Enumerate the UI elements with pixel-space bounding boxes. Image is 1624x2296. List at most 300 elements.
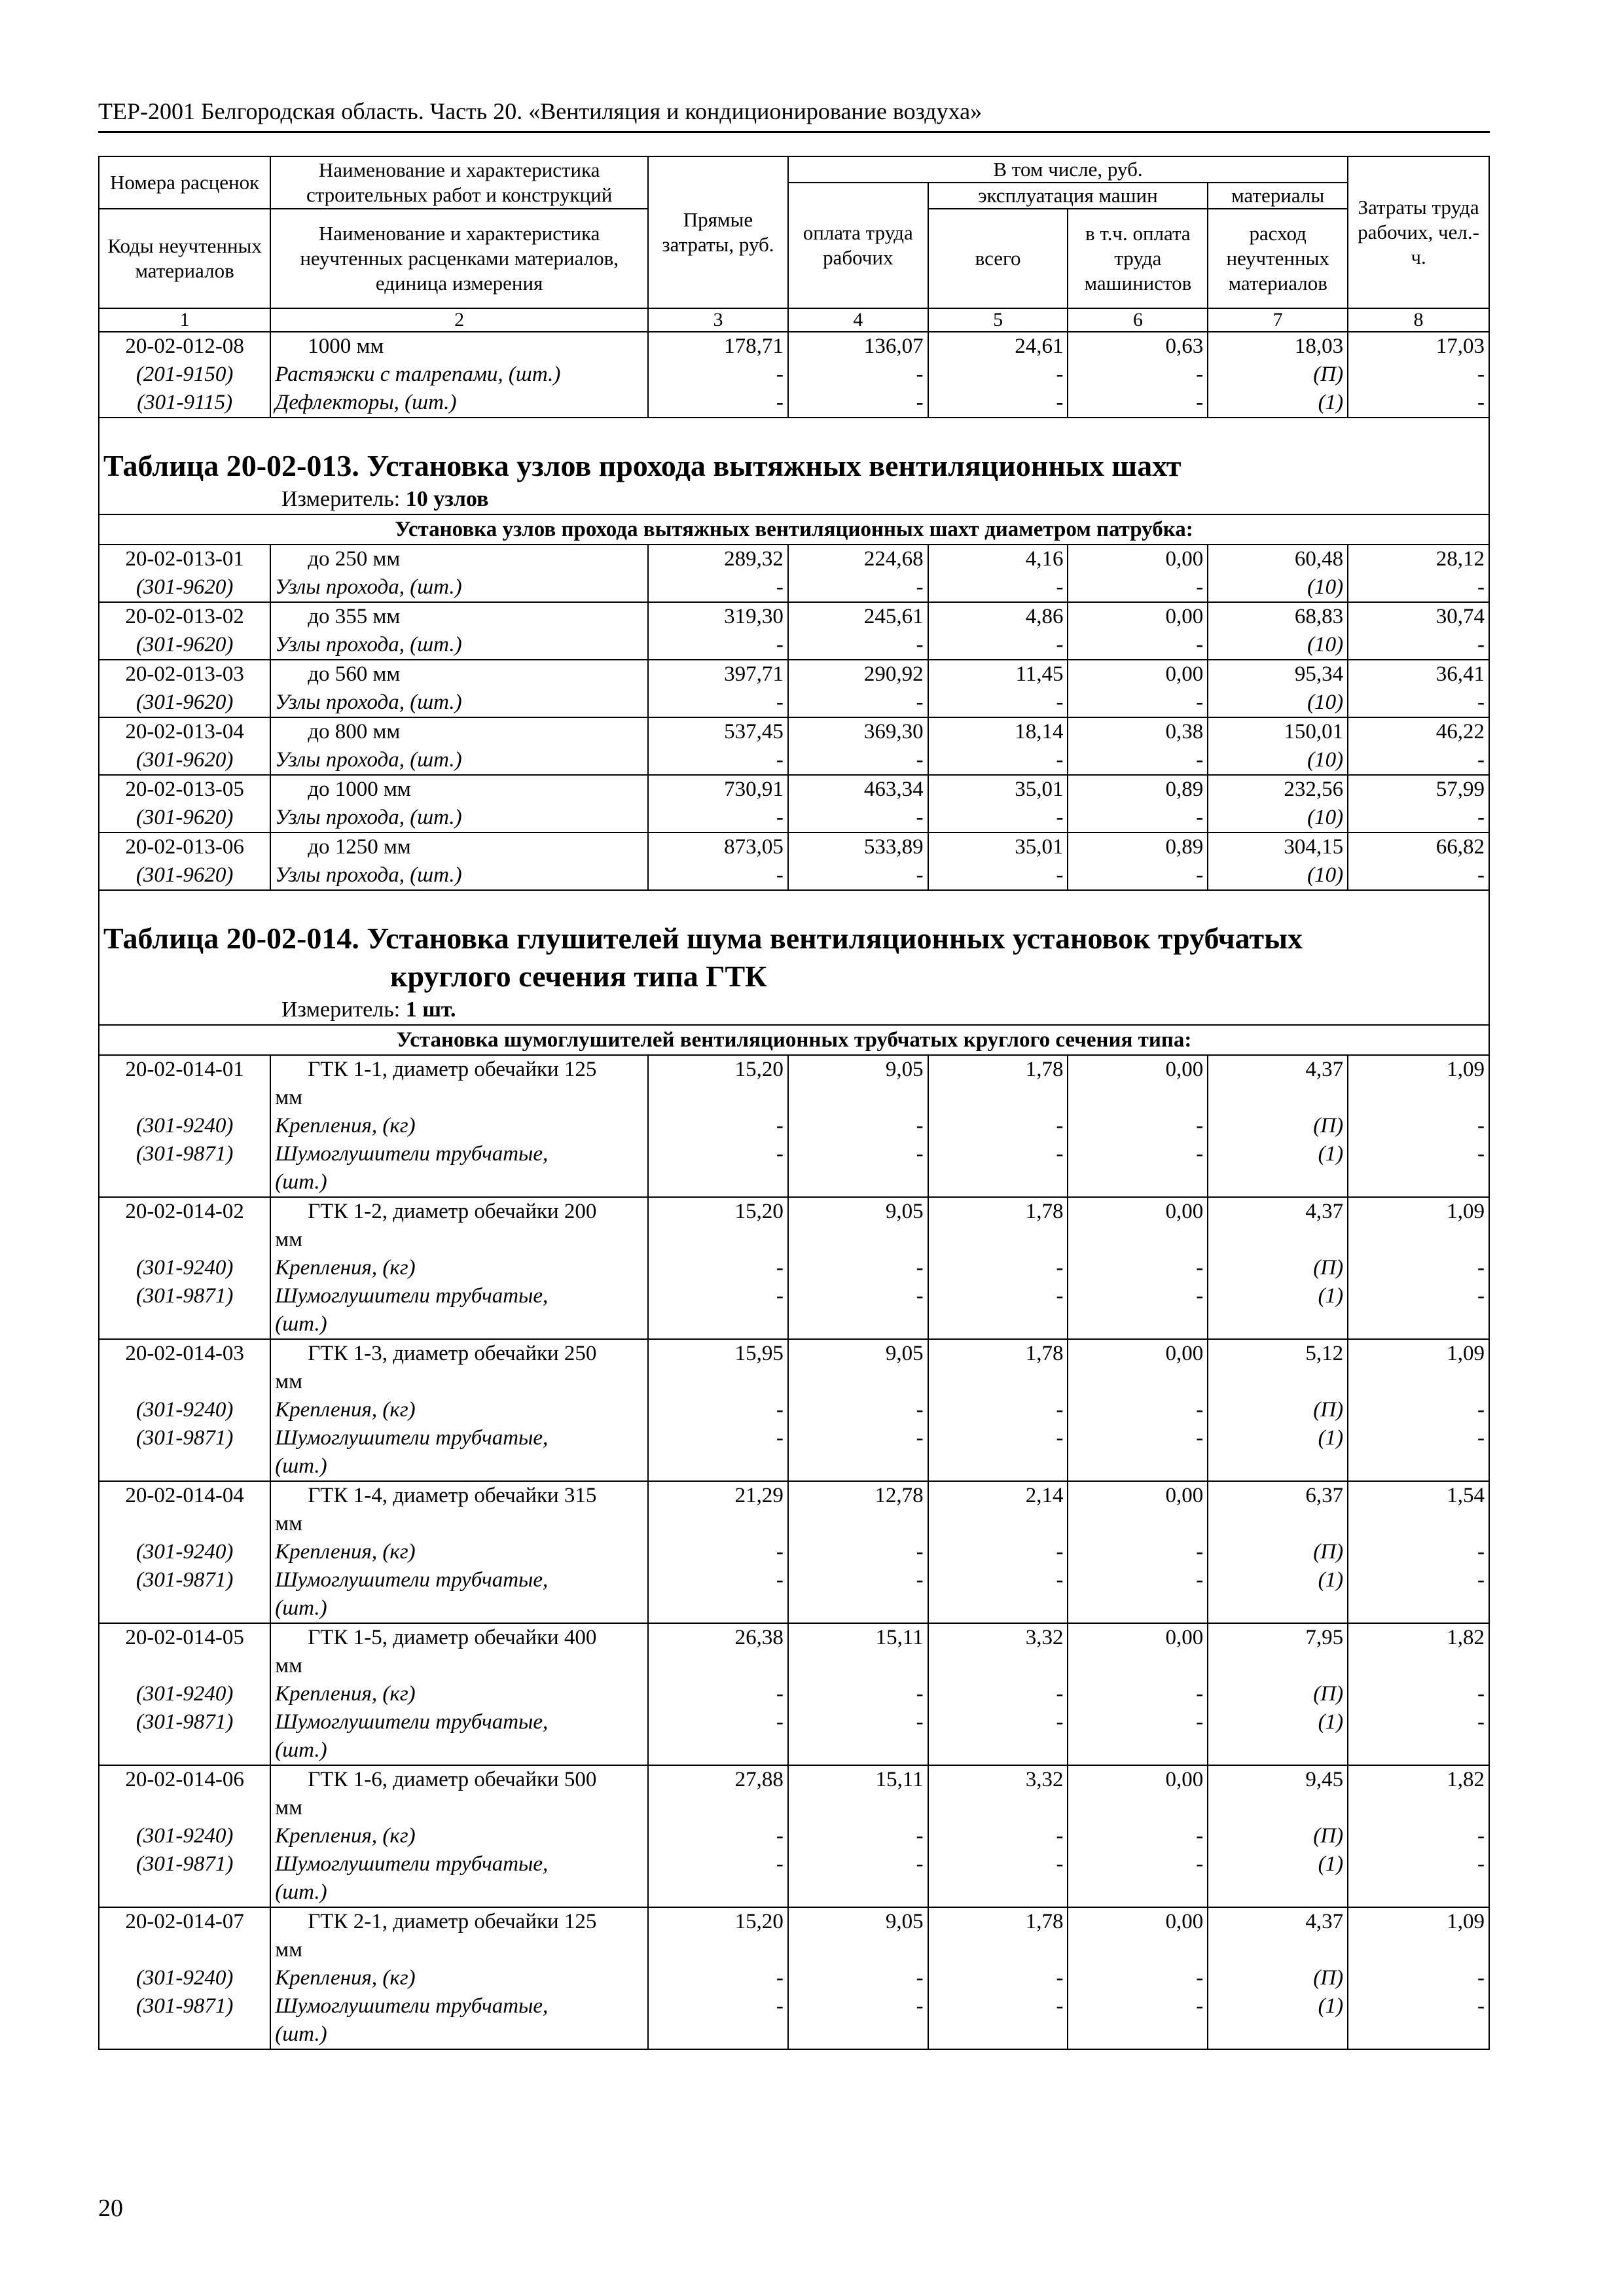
material-code: (301-9240)	[99, 1254, 270, 1282]
table-title	[99, 890, 1489, 996]
table-cell	[788, 1510, 928, 1538]
rate-value: 18,14	[928, 717, 1068, 746]
material-row	[99, 804, 1489, 833]
material-value: -	[788, 1424, 928, 1452]
material-value: -	[648, 1396, 788, 1424]
rate-code: 20-02-013-04	[99, 717, 270, 746]
table-cell	[99, 1736, 270, 1765]
rate-value: 4,37	[1208, 1197, 1348, 1226]
material-value: -	[1348, 1680, 1489, 1708]
rate-name: ГТК 2-1, диаметр обечайки 125	[270, 1907, 648, 1936]
material-value: (10)	[1208, 631, 1348, 660]
table-cell	[928, 1736, 1068, 1765]
table-cell	[99, 1594, 270, 1623]
rate-code: 20-02-014-07	[99, 1907, 270, 1936]
material-row	[99, 1964, 1489, 1992]
rate-name-unit: мм	[270, 1226, 648, 1254]
rate-value: 60,48	[1208, 545, 1348, 573]
table-cell	[1208, 1936, 1348, 1964]
material-row	[99, 361, 1489, 389]
table-cell	[1208, 1452, 1348, 1481]
material-value: -	[928, 631, 1068, 660]
table-cell	[99, 1084, 270, 1112]
material-code: (301-9240)	[99, 1538, 270, 1566]
rate-value: 1,09	[1348, 1339, 1489, 1368]
rate-value: 1,09	[1348, 1055, 1489, 1084]
table-cell	[788, 1736, 928, 1765]
rate-row	[99, 1339, 1489, 1368]
material-value: (П)	[1208, 1964, 1348, 1992]
table-cell	[99, 1936, 270, 1964]
table-cell	[1068, 1736, 1208, 1765]
rate-value: 4,37	[1208, 1055, 1348, 1084]
rate-value: 35,01	[928, 833, 1068, 861]
material-code: (301-9871)	[99, 1566, 270, 1594]
table-cell	[1068, 1794, 1208, 1822]
rate-value: 7,95	[1208, 1623, 1348, 1652]
section-heading-row	[99, 514, 1489, 545]
material-value: -	[1348, 1254, 1489, 1282]
table-cell	[648, 2020, 788, 2049]
material-value: (1)	[1208, 1424, 1348, 1452]
material-value: -	[928, 573, 1068, 602]
table-cell	[928, 1310, 1068, 1339]
material-code: (301-9871)	[99, 1140, 270, 1168]
material-unit: (шт.)	[270, 1310, 648, 1339]
rate-name: до 355 мм	[270, 602, 648, 631]
rate-value: 46,22	[1348, 717, 1489, 746]
rate-value: 5,12	[1208, 1339, 1348, 1368]
material-name: Шумоглушители трубчатые,	[270, 1850, 648, 1878]
material-value: -	[928, 1850, 1068, 1878]
section-heading-row	[99, 1025, 1489, 1055]
material-code: (301-9620)	[99, 631, 270, 660]
column-number: 3	[648, 308, 788, 332]
material-value: -	[788, 1992, 928, 2020]
rate-value: 0,00	[1068, 1623, 1208, 1652]
table-cell	[788, 1168, 928, 1197]
rate-name-unit: мм	[270, 1510, 648, 1538]
rate-value: 873,05	[648, 833, 788, 861]
head-col7: расход неучтенных материалов	[1208, 209, 1348, 308]
rate-row	[99, 1197, 1489, 1226]
material-value: -	[1068, 1282, 1208, 1310]
material-value: -	[788, 389, 928, 418]
table-cell	[99, 1452, 270, 1481]
material-value: -	[1348, 631, 1489, 660]
table-cell	[1068, 1594, 1208, 1623]
rate-name: ГТК 1-1, диаметр обечайки 125	[270, 1055, 648, 1084]
material-value: -	[1348, 1566, 1489, 1594]
table-cell	[928, 1226, 1068, 1254]
table-cell	[1208, 1310, 1348, 1339]
material-name: Шумоглушители трубчатые,	[270, 1566, 648, 1594]
material-value: (П)	[1208, 1254, 1348, 1282]
rate-row-continuation	[99, 1652, 1489, 1680]
table-cell	[788, 1452, 928, 1481]
material-name: Крепления, (кг)	[270, 1964, 648, 1992]
table-cell	[928, 1168, 1068, 1197]
material-value: (10)	[1208, 804, 1348, 833]
material-value: -	[928, 389, 1068, 418]
table-cell	[928, 1084, 1068, 1112]
table-cell	[1348, 1226, 1489, 1254]
rate-value: 0,63	[1068, 332, 1208, 361]
material-code: (301-9240)	[99, 1396, 270, 1424]
column-number: 8	[1348, 308, 1489, 332]
material-value: -	[928, 1254, 1068, 1282]
material-value: -	[1348, 689, 1489, 717]
head-col6: в т.ч. оплата труда машинистов	[1068, 209, 1208, 308]
material-value: -	[928, 1566, 1068, 1594]
rate-code: 20-02-013-01	[99, 545, 270, 573]
rate-value: 1,82	[1348, 1623, 1489, 1652]
material-code: (301-9871)	[99, 1708, 270, 1736]
material-code: (301-9115)	[99, 389, 270, 418]
rate-value: 15,20	[648, 1055, 788, 1084]
material-value: -	[648, 1708, 788, 1736]
rate-value: 27,88	[648, 1765, 788, 1794]
rate-value: 4,86	[928, 602, 1068, 631]
table-cell	[1068, 1652, 1208, 1680]
rate-value: 1,78	[928, 1055, 1068, 1084]
material-name: Крепления, (кг)	[270, 1112, 648, 1140]
section-heading: Установка узлов прохода вытяжных вентиляционных шахт диаметром патрубка:	[99, 514, 1489, 545]
material-value: -	[1068, 1140, 1208, 1168]
material-value: -	[788, 1708, 928, 1736]
material-code: (301-9240)	[99, 1112, 270, 1140]
material-name: Узлы прохода, (шт.)	[270, 631, 648, 660]
table-cell	[1348, 1510, 1489, 1538]
rate-row-continuation	[99, 1936, 1489, 1964]
material-code: (301-9240)	[99, 1680, 270, 1708]
material-value: -	[1068, 1680, 1208, 1708]
rate-name: ГТК 1-4, диаметр обечайки 315	[270, 1481, 648, 1510]
material-row	[99, 1140, 1489, 1168]
rate-row	[99, 1765, 1489, 1794]
rate-value: 150,01	[1208, 717, 1348, 746]
material-value: -	[648, 631, 788, 660]
material-code: (301-9620)	[99, 804, 270, 833]
material-value: -	[1348, 1424, 1489, 1452]
rate-name-unit: мм	[270, 1084, 648, 1112]
table-cell	[1068, 1084, 1208, 1112]
material-value: -	[1348, 1538, 1489, 1566]
measure-row	[99, 485, 1489, 514]
material-row	[99, 1850, 1489, 1878]
rate-value: 1,78	[928, 1339, 1068, 1368]
rate-row	[99, 1481, 1489, 1510]
material-value: -	[928, 1112, 1068, 1140]
material-value: -	[648, 573, 788, 602]
material-value: -	[648, 1680, 788, 1708]
material-name: Шумоглушители трубчатые,	[270, 1282, 648, 1310]
table-cell	[1208, 1226, 1348, 1254]
material-value: -	[788, 804, 928, 833]
material-value: -	[1068, 1424, 1208, 1452]
rate-name: 1000 мм	[270, 332, 648, 361]
rate-value: 3,32	[928, 1765, 1068, 1794]
material-row	[99, 1112, 1489, 1140]
rate-value: 24,61	[928, 332, 1068, 361]
table-title-row	[99, 418, 1489, 485]
table-cell	[1348, 1936, 1489, 1964]
rate-name: до 1250 мм	[270, 833, 648, 861]
material-value: -	[928, 1822, 1068, 1850]
material-value: (1)	[1208, 1282, 1348, 1310]
material-value: -	[1348, 1396, 1489, 1424]
table-cell	[928, 1510, 1068, 1538]
material-value: (1)	[1208, 1140, 1348, 1168]
table-cell	[788, 1878, 928, 1907]
table-cell	[99, 1652, 270, 1680]
rate-value: 17,03	[1348, 332, 1489, 361]
header-rule	[98, 131, 1490, 133]
table-cell	[648, 1652, 788, 1680]
table-cell	[648, 1510, 788, 1538]
head-col1-bottom: Коды неучтенных материалов	[99, 209, 270, 308]
material-name: Узлы прохода, (шт.)	[270, 689, 648, 717]
table-cell	[1068, 1368, 1208, 1396]
table-head-row	[99, 156, 1489, 183]
material-value: -	[788, 1112, 928, 1140]
rate-name: до 800 мм	[270, 717, 648, 746]
material-name: Крепления, (кг)	[270, 1396, 648, 1424]
rate-name: до 250 мм	[270, 545, 648, 573]
material-value: -	[648, 389, 788, 418]
rate-value: 26,38	[648, 1623, 788, 1652]
material-value: -	[1348, 1992, 1489, 2020]
material-name: Шумоглушители трубчатые,	[270, 1424, 648, 1452]
head-incl: В том числе, руб.	[788, 156, 1348, 183]
material-value: -	[648, 1282, 788, 1310]
material-value: -	[928, 689, 1068, 717]
table-cell	[1348, 1878, 1489, 1907]
rate-value: 1,09	[1348, 1907, 1489, 1936]
table-cell	[1348, 1594, 1489, 1623]
material-name: Шумоглушители трубчатые,	[270, 1708, 648, 1736]
rate-value: 0,00	[1068, 545, 1208, 573]
rate-code: 20-02-014-02	[99, 1197, 270, 1226]
rate-value: 0,00	[1068, 602, 1208, 631]
table-cell	[648, 1310, 788, 1339]
head-machines: эксплуатация машин	[928, 183, 1208, 209]
material-value: -	[1068, 1850, 1208, 1878]
table-cell	[1208, 1084, 1348, 1112]
material-name: Шумоглушители трубчатые,	[270, 1140, 648, 1168]
rate-row-continuation	[99, 1510, 1489, 1538]
rate-name-unit: мм	[270, 1652, 648, 1680]
rate-value: 1,82	[1348, 1765, 1489, 1794]
head-col1-top: Номера расценок	[99, 156, 270, 209]
rate-row	[99, 660, 1489, 689]
material-name: Шумоглушители трубчатые,	[270, 1992, 648, 2020]
material-value: (П)	[1208, 1680, 1348, 1708]
material-value: -	[788, 1396, 928, 1424]
material-unit: (шт.)	[270, 1878, 648, 1907]
table-title-row	[99, 890, 1489, 996]
running-title: ТЕР-2001 Белгородская область. Часть 20. «Вентиляция и кондиционирование воздуха»	[98, 98, 983, 124]
table-cell	[1348, 2020, 1489, 2049]
table-cell	[1068, 1452, 1208, 1481]
material-code: (301-9620)	[99, 861, 270, 890]
table-cell	[788, 1310, 928, 1339]
material-value: -	[648, 1992, 788, 2020]
material-code: (301-9871)	[99, 1424, 270, 1452]
column-number: 1	[99, 308, 270, 332]
rate-code: 20-02-012-08	[99, 332, 270, 361]
material-unit: (шт.)	[270, 1594, 648, 1623]
material-value: -	[648, 1424, 788, 1452]
material-value: (П)	[1208, 1538, 1348, 1566]
head-materials: материалы	[1208, 183, 1348, 209]
column-number: 2	[270, 308, 648, 332]
material-value: -	[1068, 804, 1208, 833]
material-value: -	[1068, 1964, 1208, 1992]
material-value: -	[788, 746, 928, 775]
rate-row	[99, 717, 1489, 746]
rate-value: 397,71	[648, 660, 788, 689]
table-cell	[788, 1936, 928, 1964]
rate-row	[99, 545, 1489, 573]
rate-row-continuation	[99, 1794, 1489, 1822]
table-cell	[99, 1226, 270, 1254]
material-value: -	[1348, 1850, 1489, 1878]
table-cell	[1208, 1510, 1348, 1538]
material-name: Крепления, (кг)	[270, 1254, 648, 1282]
material-value: -	[1348, 1822, 1489, 1850]
rate-name: ГТК 1-3, диаметр обечайки 250	[270, 1339, 648, 1368]
material-unit: (шт.)	[270, 1736, 648, 1765]
material-row	[99, 1566, 1489, 1594]
material-value: (П)	[1208, 1112, 1348, 1140]
rate-value: 463,34	[788, 775, 928, 804]
material-value: (1)	[1208, 389, 1348, 418]
material-value: (1)	[1208, 1992, 1348, 2020]
rate-name: ГТК 1-2, диаметр обечайки 200	[270, 1197, 648, 1226]
rate-value: 12,78	[788, 1481, 928, 1510]
material-row-continuation	[99, 1310, 1489, 1339]
material-value: (П)	[1208, 361, 1348, 389]
material-row	[99, 389, 1489, 418]
table-cell	[1348, 1310, 1489, 1339]
table-cell	[648, 1084, 788, 1112]
table-cell	[1208, 1736, 1348, 1765]
material-value: -	[788, 1850, 928, 1878]
rate-value: 0,00	[1068, 1481, 1208, 1510]
table-cell	[648, 1594, 788, 1623]
rate-value: 304,15	[1208, 833, 1348, 861]
measure-value: 1 шт.	[405, 997, 456, 1022]
table-cell	[99, 1310, 270, 1339]
table-cell	[788, 1594, 928, 1623]
material-name: Растяжки с талрепами, (шт.)	[270, 361, 648, 389]
rate-value: 178,71	[648, 332, 788, 361]
material-value: (10)	[1208, 689, 1348, 717]
head-col5: всего	[928, 209, 1068, 308]
table-cell	[1068, 1226, 1208, 1254]
table-cell	[99, 1368, 270, 1396]
table-cell	[1068, 1310, 1208, 1339]
material-row	[99, 1396, 1489, 1424]
material-name: Узлы прохода, (шт.)	[270, 804, 648, 833]
rate-value: 232,56	[1208, 775, 1348, 804]
material-value: (1)	[1208, 1708, 1348, 1736]
material-value: -	[648, 1538, 788, 1566]
column-number: 7	[1208, 308, 1348, 332]
material-row	[99, 1822, 1489, 1850]
rate-row-continuation	[99, 1084, 1489, 1112]
rate-row	[99, 833, 1489, 861]
material-value: -	[788, 573, 928, 602]
material-value: -	[1348, 1282, 1489, 1310]
material-value: -	[1348, 1964, 1489, 1992]
rate-value: 537,45	[648, 717, 788, 746]
rate-code: 20-02-013-06	[99, 833, 270, 861]
table-cell	[99, 1794, 270, 1822]
table-cell	[1068, 1510, 1208, 1538]
material-value: -	[928, 1680, 1068, 1708]
material-code: (301-9620)	[99, 746, 270, 775]
material-code: (301-9871)	[99, 1282, 270, 1310]
material-row	[99, 631, 1489, 660]
material-value: -	[928, 1708, 1068, 1736]
table-cell	[1348, 1652, 1489, 1680]
table-cell	[1208, 1652, 1348, 1680]
rate-value: 0,00	[1068, 1907, 1208, 1936]
table-cell	[99, 1878, 270, 1907]
rate-value: 9,05	[788, 1339, 928, 1368]
material-value: -	[648, 689, 788, 717]
material-value: -	[1068, 631, 1208, 660]
table-cell	[1348, 1736, 1489, 1765]
table-cell	[928, 1794, 1068, 1822]
rate-value: 0,00	[1068, 660, 1208, 689]
material-value: -	[788, 1140, 928, 1168]
material-value: -	[1068, 361, 1208, 389]
rate-value: 4,37	[1208, 1907, 1348, 1936]
material-value: -	[928, 1140, 1068, 1168]
material-code: (301-9871)	[99, 1992, 270, 2020]
material-value: (1)	[1208, 1566, 1348, 1594]
table-cell	[1068, 2020, 1208, 2049]
material-value: -	[1348, 573, 1489, 602]
rate-value: 369,30	[788, 717, 928, 746]
material-value: -	[1068, 1992, 1208, 2020]
material-value: -	[1068, 689, 1208, 717]
material-value: -	[1348, 1140, 1489, 1168]
rate-value: 1,78	[928, 1197, 1068, 1226]
material-row	[99, 573, 1489, 602]
rate-value: 0,00	[1068, 1765, 1208, 1794]
table-cell	[648, 1452, 788, 1481]
rate-value: 9,05	[788, 1197, 928, 1226]
material-value: -	[1068, 389, 1208, 418]
table-cell	[1348, 1168, 1489, 1197]
table-cell	[1068, 1168, 1208, 1197]
table-cell	[1348, 1368, 1489, 1396]
rate-value: 15,95	[648, 1339, 788, 1368]
material-row	[99, 1254, 1489, 1282]
table-title	[99, 418, 1489, 485]
material-value: -	[1068, 573, 1208, 602]
material-value: -	[788, 361, 928, 389]
rate-value: 66,82	[1348, 833, 1489, 861]
material-value: (10)	[1208, 861, 1348, 890]
rate-value: 136,07	[788, 332, 928, 361]
rate-value: 3,32	[928, 1623, 1068, 1652]
material-value: -	[1068, 1822, 1208, 1850]
